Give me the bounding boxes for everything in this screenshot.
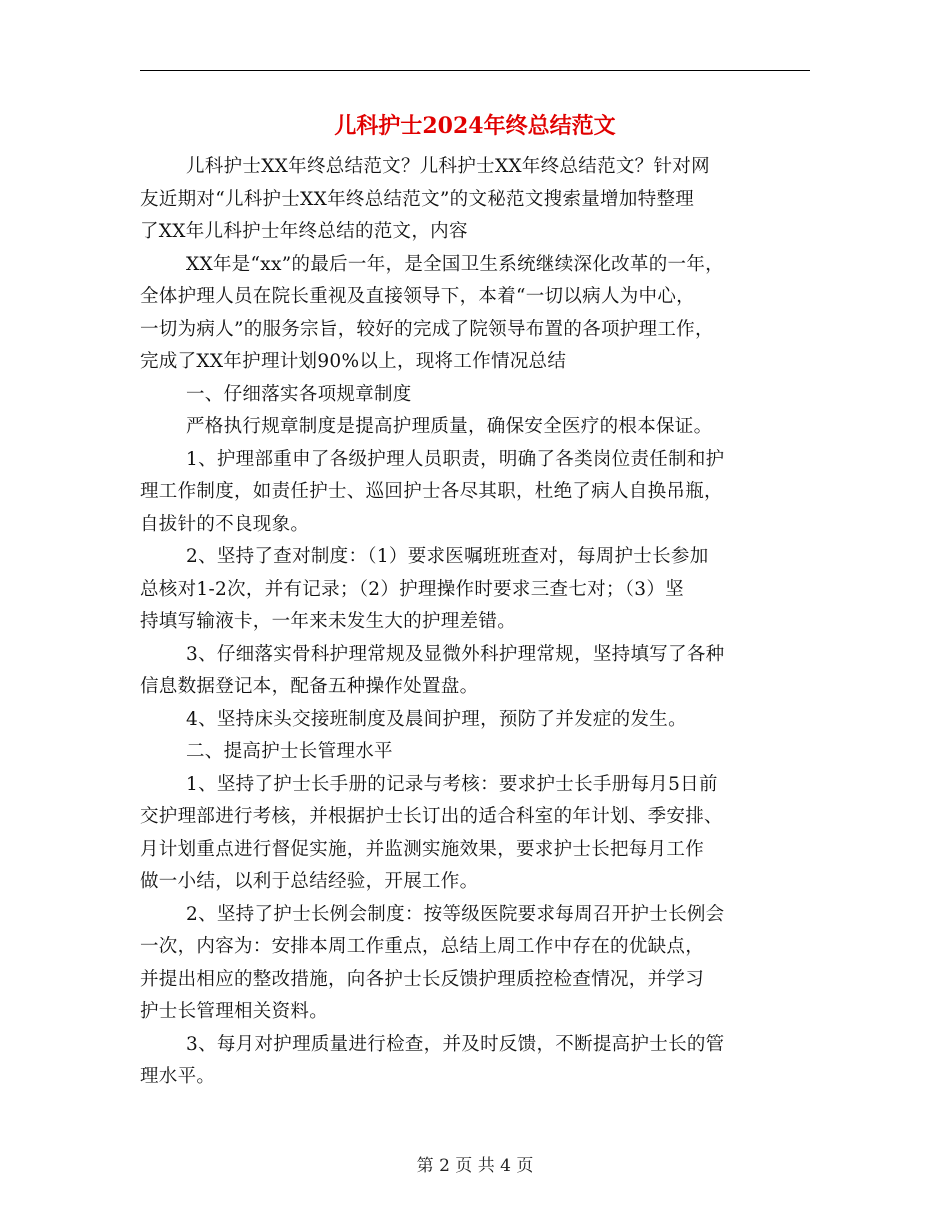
text-line: 护士长管理相关资料。 <box>140 1001 329 1022</box>
paragraph-regulations <box>140 411 812 444</box>
paragraph-item-2-3 <box>140 1029 812 1094</box>
paragraph-item-1-3 <box>140 639 812 704</box>
text-line: 月计划重点进行督促实施，并监测实施效果，要求护士长把每月工作 <box>140 838 705 860</box>
paragraph-item-2-1 <box>140 769 812 899</box>
text-line: 1、护理部重申了各级护理人员职责，明确了各类岗位责任制和护 <box>186 448 725 470</box>
document-body <box>140 151 812 1094</box>
text-line: 交护理部进行考核，并根据护士长订出的适合科室的年计划、季安排、 <box>140 806 723 827</box>
paragraph-overview <box>140 249 812 379</box>
text-line: 4、坚持床头交接班制度及晨间护理，预防了并发症的发生。 <box>186 708 687 730</box>
text-line: 了XX年儿科护士年终总结的范文，内容 <box>140 221 468 242</box>
text-line: 二、提高护士长管理水平 <box>186 741 393 762</box>
text-line: 持填写输液卡，一年来未发生大的护理差错。 <box>140 611 517 632</box>
text-line: 理工作制度，如责任护士、巡回护士各尽其职，杜绝了病人自换吊瓶， <box>140 481 723 502</box>
text-line: 儿科护士XX年终总结范文？儿科护士XX年终总结范文？针对网 <box>186 156 710 177</box>
header-rule <box>140 70 810 71</box>
document-title: 儿科护士2024年终总结范文 <box>334 113 616 139</box>
paragraph-item-2-2 <box>140 899 812 1029</box>
text-line: 一、仔细落实各项规章制度 <box>186 383 412 405</box>
text-line: 1、坚持了护士长手册的记录与考核：要求护士长手册每月5日前 <box>186 773 718 795</box>
paragraph-item-1-1 <box>140 444 812 542</box>
text-line: 一次，内容为：安排本周工作重点，总结上周工作中存在的优缺点， <box>140 936 705 957</box>
text-line: 做一小结，以利于总结经验，开展工作。 <box>140 871 479 892</box>
text-line: 总核对1-2次，并有记录；（2）护理操作时要求三查七对；（3）坚 <box>140 578 684 600</box>
paragraph-item-1-4 <box>140 704 812 737</box>
text-line: 完成了XX年护理计划90%以上，现将工作情况总结 <box>140 351 567 372</box>
text-line: 信息数据登记本，配备五种操作处置盘。 <box>140 676 479 697</box>
text-line: 理水平。 <box>140 1066 216 1087</box>
text-line: 全体护理人员在院长重视及直接领导下，本着“一切以病人为中心， <box>140 286 695 307</box>
paragraph-intro <box>140 151 812 249</box>
paragraph-item-1-2 <box>140 541 812 639</box>
text-line: 2、坚持了护士长例会制度：按等级医院要求每周召开护士长例会 <box>186 903 725 925</box>
text-line: 友近期对“儿科护士XX年终总结范文”的文秘范文搜索量增加特整理 <box>140 188 695 210</box>
page-number-footer: 第 2 页 共 4 页 <box>416 1156 534 1176</box>
text-line: 3、每月对护理质量进行检查，并及时反馈，不断提高护士长的管 <box>186 1033 725 1055</box>
text-line: XX年是“xx”的最后一年，是全国卫生系统继续深化改革的一年， <box>186 253 724 275</box>
text-line: 3、仔细落实骨科护理常规及显微外科护理常规，坚持填写了各种 <box>186 643 725 665</box>
text-line: 2、坚持了查对制度：（1）要求医嘱班班查对，每周护士长参加 <box>186 546 709 567</box>
text-line: 严格执行规章制度是提高护理质量，确保安全医疗的根本保证。 <box>186 416 713 437</box>
text-line: 并提出相应的整改措施，向各护士长反馈护理质控检查情况，并学习 <box>140 968 705 990</box>
text-line: 自拔针的不良现象。 <box>140 513 310 535</box>
section-heading-2 <box>140 736 812 769</box>
section-heading-1 <box>140 379 812 412</box>
text-line: 一切为病人”的服务宗旨，较好的完成了院领导布置的各项护理工作， <box>140 318 714 340</box>
